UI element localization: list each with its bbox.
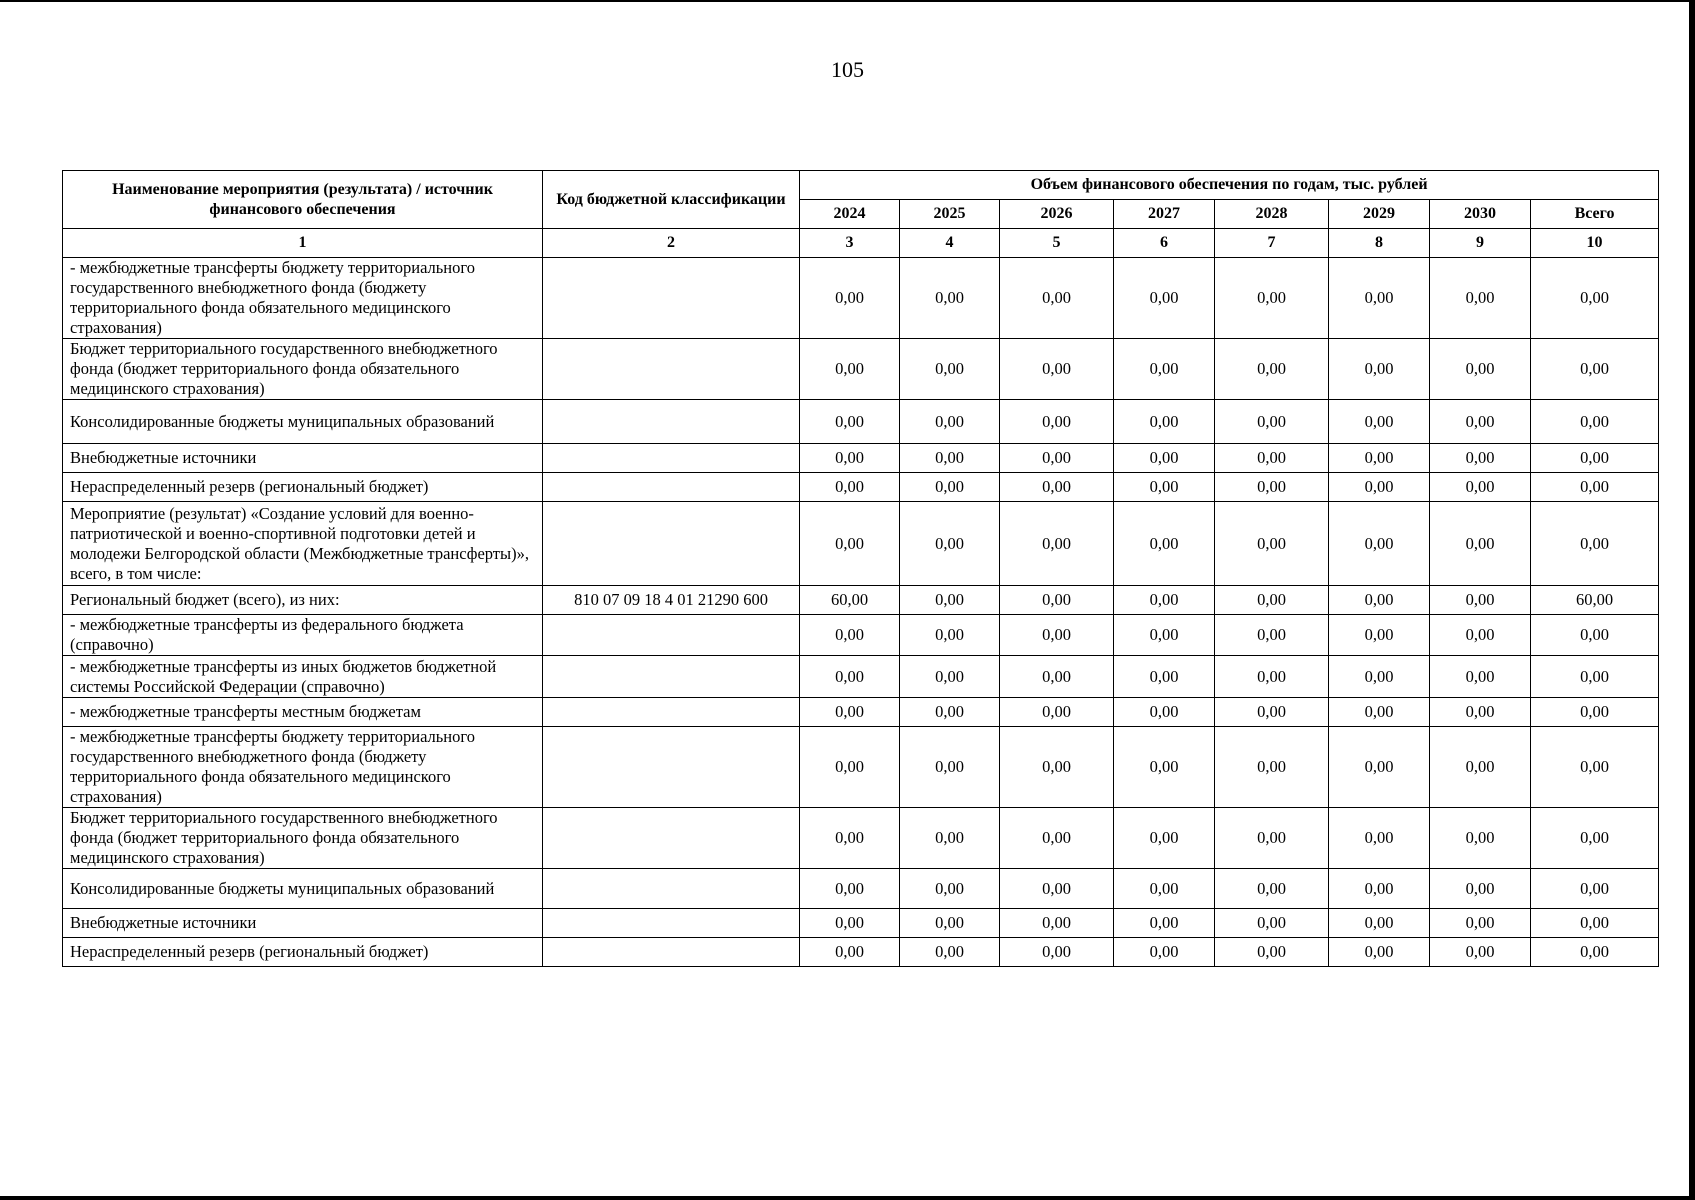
row-value: 0,00 [1000, 258, 1114, 339]
row-value: 0,00 [1329, 615, 1430, 656]
header-year: 2025 [900, 200, 1000, 229]
row-value: 0,00 [1114, 400, 1215, 444]
row-value: 0,00 [1114, 586, 1215, 615]
header-total: Всего [1531, 200, 1659, 229]
row-value: 0,00 [1430, 258, 1531, 339]
row-name: Нераспределенный резерв (региональный бюджет) [63, 938, 543, 967]
row-code [543, 656, 800, 698]
row-value: 0,00 [800, 339, 900, 400]
table-row [63, 869, 1659, 909]
column-number: 7 [1215, 229, 1329, 258]
row-value: 0,00 [800, 808, 900, 869]
row-value: 0,00 [1430, 727, 1531, 808]
row-value: 0,00 [1430, 444, 1531, 473]
row-value: 0,00 [1215, 656, 1329, 698]
row-total: 0,00 [1531, 339, 1659, 400]
row-value: 0,00 [1430, 400, 1531, 444]
row-value: 0,00 [1215, 502, 1329, 586]
table-row [63, 444, 1659, 473]
row-value: 0,00 [900, 698, 1000, 727]
row-value: 0,00 [1329, 727, 1430, 808]
table-row [63, 615, 1659, 656]
row-value: 0,00 [1000, 444, 1114, 473]
row-value: 0,00 [800, 698, 900, 727]
row-value: 0,00 [1000, 615, 1114, 656]
row-code [543, 808, 800, 869]
page-number: 105 [831, 57, 864, 82]
row-value: 0,00 [1215, 698, 1329, 727]
row-value: 0,00 [1215, 586, 1329, 615]
row-name: Бюджет территориального государственного внебюджетного фонда (бюджет территориального фонда обязательного медицинского страхования) [63, 339, 543, 400]
row-value: 0,00 [800, 869, 900, 909]
table-row [63, 698, 1659, 727]
row-code [543, 502, 800, 586]
row-name: Нераспределенный резерв (региональный бюджет) [63, 473, 543, 502]
row-code [543, 444, 800, 473]
row-value: 0,00 [1000, 938, 1114, 967]
column-number: 2 [543, 229, 800, 258]
row-value: 0,00 [1430, 473, 1531, 502]
row-value: 0,00 [1215, 258, 1329, 339]
row-code [543, 698, 800, 727]
row-value: 0,00 [1000, 400, 1114, 444]
row-name: - межбюджетные трансферты бюджету территориального государственного внебюджетного фонда (бюджету территориального фонда обязательного медицинского страхования) [63, 727, 543, 808]
row-code [543, 869, 800, 909]
row-value: 0,00 [1215, 473, 1329, 502]
row-value: 0,00 [1114, 727, 1215, 808]
row-value: 0,00 [1430, 502, 1531, 586]
column-number: 1 [63, 229, 543, 258]
row-value: 0,00 [800, 938, 900, 967]
row-code [543, 938, 800, 967]
row-name: Консолидированные бюджеты муниципальных образований [63, 400, 543, 444]
table-row [63, 727, 1659, 808]
row-name: - межбюджетные трансферты из федерального бюджета (справочно) [63, 615, 543, 656]
row-value: 0,00 [900, 258, 1000, 339]
table-row [63, 656, 1659, 698]
row-total: 0,00 [1531, 444, 1659, 473]
header-year: 2028 [1215, 200, 1329, 229]
row-value: 0,00 [900, 869, 1000, 909]
column-number: 8 [1329, 229, 1430, 258]
row-name: - межбюджетные трансферты бюджету территориального государственного внебюджетного фонда (бюджету территориального фонда обязательного медицинского страхования) [63, 258, 543, 339]
row-value: 0,00 [1000, 656, 1114, 698]
row-value: 0,00 [800, 656, 900, 698]
row-value: 0,00 [1000, 909, 1114, 938]
row-code: 810 07 09 18 4 01 21290 600 [543, 586, 800, 615]
row-value: 0,00 [1000, 698, 1114, 727]
row-value: 0,00 [900, 938, 1000, 967]
row-code [543, 727, 800, 808]
row-value: 0,00 [800, 909, 900, 938]
table-body [63, 258, 1659, 967]
row-value: 0,00 [1114, 869, 1215, 909]
column-number: 3 [800, 229, 900, 258]
row-value: 0,00 [800, 400, 900, 444]
row-value: 0,00 [1430, 808, 1531, 869]
row-value: 0,00 [1430, 656, 1531, 698]
row-code [543, 615, 800, 656]
row-value: 0,00 [1430, 909, 1531, 938]
row-value: 0,00 [1000, 808, 1114, 869]
row-value: 0,00 [1215, 400, 1329, 444]
row-value: 0,00 [800, 444, 900, 473]
row-total: 0,00 [1531, 258, 1659, 339]
row-value: 0,00 [900, 444, 1000, 473]
row-value: 0,00 [900, 400, 1000, 444]
row-value: 0,00 [1329, 909, 1430, 938]
row-value: 0,00 [1114, 502, 1215, 586]
row-value: 0,00 [1000, 586, 1114, 615]
table-row [63, 400, 1659, 444]
row-value: 0,00 [1329, 400, 1430, 444]
row-value: 0,00 [1215, 444, 1329, 473]
row-value: 0,00 [1000, 339, 1114, 400]
row-value: 0,00 [900, 615, 1000, 656]
table-row [63, 909, 1659, 938]
row-value: 0,00 [1329, 586, 1430, 615]
row-value: 0,00 [1430, 869, 1531, 909]
row-total: 0,00 [1531, 727, 1659, 808]
row-code [543, 258, 800, 339]
row-value: 0,00 [1000, 727, 1114, 808]
header-name: Наименование мероприятия (результата) / источник финансового обеспечения [63, 171, 543, 229]
column-number: 6 [1114, 229, 1215, 258]
row-value: 0,00 [1114, 473, 1215, 502]
row-value: 0,00 [800, 615, 900, 656]
row-total: 0,00 [1531, 938, 1659, 967]
table-row [63, 938, 1659, 967]
row-value: 0,00 [1430, 586, 1531, 615]
row-code [543, 909, 800, 938]
row-value: 0,00 [900, 502, 1000, 586]
row-value: 0,00 [1329, 473, 1430, 502]
row-value: 0,00 [1430, 339, 1531, 400]
row-total: 0,00 [1531, 502, 1659, 586]
row-name: Мероприятие (результат) «Создание условий для военно-патриотической и военно-спортивной подготовки детей и молодежи Белгородской области (Межбюджетные трансферты)», всего, в том числе: [63, 502, 543, 586]
table-row [63, 586, 1659, 615]
header-year: 2027 [1114, 200, 1215, 229]
row-value: 0,00 [1329, 808, 1430, 869]
row-total: 0,00 [1531, 473, 1659, 502]
row-value: 0,00 [1430, 698, 1531, 727]
row-value: 0,00 [800, 258, 900, 339]
row-value: 0,00 [1215, 909, 1329, 938]
row-value: 0,00 [1329, 938, 1430, 967]
row-value: 0,00 [1114, 444, 1215, 473]
row-value: 0,00 [1215, 727, 1329, 808]
row-value: 0,00 [1215, 938, 1329, 967]
table-row [63, 502, 1659, 586]
row-value: 0,00 [1114, 258, 1215, 339]
financing-table [62, 170, 1659, 967]
row-value: 0,00 [1215, 339, 1329, 400]
row-value: 0,00 [1430, 615, 1531, 656]
row-value: 0,00 [900, 727, 1000, 808]
row-value: 0,00 [1114, 339, 1215, 400]
row-value: 0,00 [900, 586, 1000, 615]
row-value: 0,00 [1329, 502, 1430, 586]
row-value: 0,00 [1114, 615, 1215, 656]
row-value: 0,00 [1000, 473, 1114, 502]
row-total: 0,00 [1531, 656, 1659, 698]
row-total: 0,00 [1531, 698, 1659, 727]
row-total: 60,00 [1531, 586, 1659, 615]
row-value: 0,00 [800, 727, 900, 808]
column-number: 4 [900, 229, 1000, 258]
header-year: 2026 [1000, 200, 1114, 229]
row-total: 0,00 [1531, 869, 1659, 909]
row-name: Региональный бюджет (всего), из них: [63, 586, 543, 615]
column-number: 9 [1430, 229, 1531, 258]
column-number: 10 [1531, 229, 1659, 258]
row-value: 0,00 [1329, 656, 1430, 698]
row-value: 0,00 [800, 502, 900, 586]
row-value: 0,00 [900, 808, 1000, 869]
table-row [63, 258, 1659, 339]
row-value: 0,00 [1430, 938, 1531, 967]
row-value: 0,00 [900, 656, 1000, 698]
row-total: 0,00 [1531, 615, 1659, 656]
table-row [63, 808, 1659, 869]
row-value: 0,00 [1000, 869, 1114, 909]
column-number: 5 [1000, 229, 1114, 258]
row-name: Консолидированные бюджеты муниципальных образований [63, 869, 543, 909]
header-code: Код бюджетной классификации [543, 171, 800, 229]
row-total: 0,00 [1531, 808, 1659, 869]
row-value: 0,00 [1215, 869, 1329, 909]
row-value: 60,00 [800, 586, 900, 615]
row-value: 0,00 [800, 473, 900, 502]
row-name: Бюджет территориального государственного внебюджетного фонда (бюджет территориального фонда обязательного медицинского страхования) [63, 808, 543, 869]
row-total: 0,00 [1531, 400, 1659, 444]
row-value: 0,00 [1329, 258, 1430, 339]
row-value: 0,00 [1215, 615, 1329, 656]
header-volume: Объем финансового обеспечения по годам, тыс. рублей [800, 171, 1659, 200]
row-code [543, 339, 800, 400]
row-value: 0,00 [1114, 656, 1215, 698]
row-total: 0,00 [1531, 909, 1659, 938]
row-value: 0,00 [1114, 808, 1215, 869]
row-value: 0,00 [1329, 444, 1430, 473]
row-value: 0,00 [1329, 339, 1430, 400]
table-row [63, 473, 1659, 502]
row-name: - межбюджетные трансферты местным бюджетам [63, 698, 543, 727]
row-name: Внебюджетные источники [63, 909, 543, 938]
row-value: 0,00 [900, 473, 1000, 502]
row-value: 0,00 [1329, 698, 1430, 727]
header-year: 2030 [1430, 200, 1531, 229]
row-value: 0,00 [1114, 938, 1215, 967]
row-code [543, 400, 800, 444]
row-value: 0,00 [900, 339, 1000, 400]
row-value: 0,00 [1329, 869, 1430, 909]
table-row [63, 339, 1659, 400]
row-value: 0,00 [900, 909, 1000, 938]
row-value: 0,00 [1114, 698, 1215, 727]
header-year: 2024 [800, 200, 900, 229]
row-name: - межбюджетные трансферты из иных бюджетов бюджетной системы Российской Федерации (справочно) [63, 656, 543, 698]
row-value: 0,00 [1114, 909, 1215, 938]
row-value: 0,00 [1000, 502, 1114, 586]
row-value: 0,00 [1215, 808, 1329, 869]
row-code [543, 473, 800, 502]
row-name: Внебюджетные источники [63, 444, 543, 473]
header-year: 2029 [1329, 200, 1430, 229]
